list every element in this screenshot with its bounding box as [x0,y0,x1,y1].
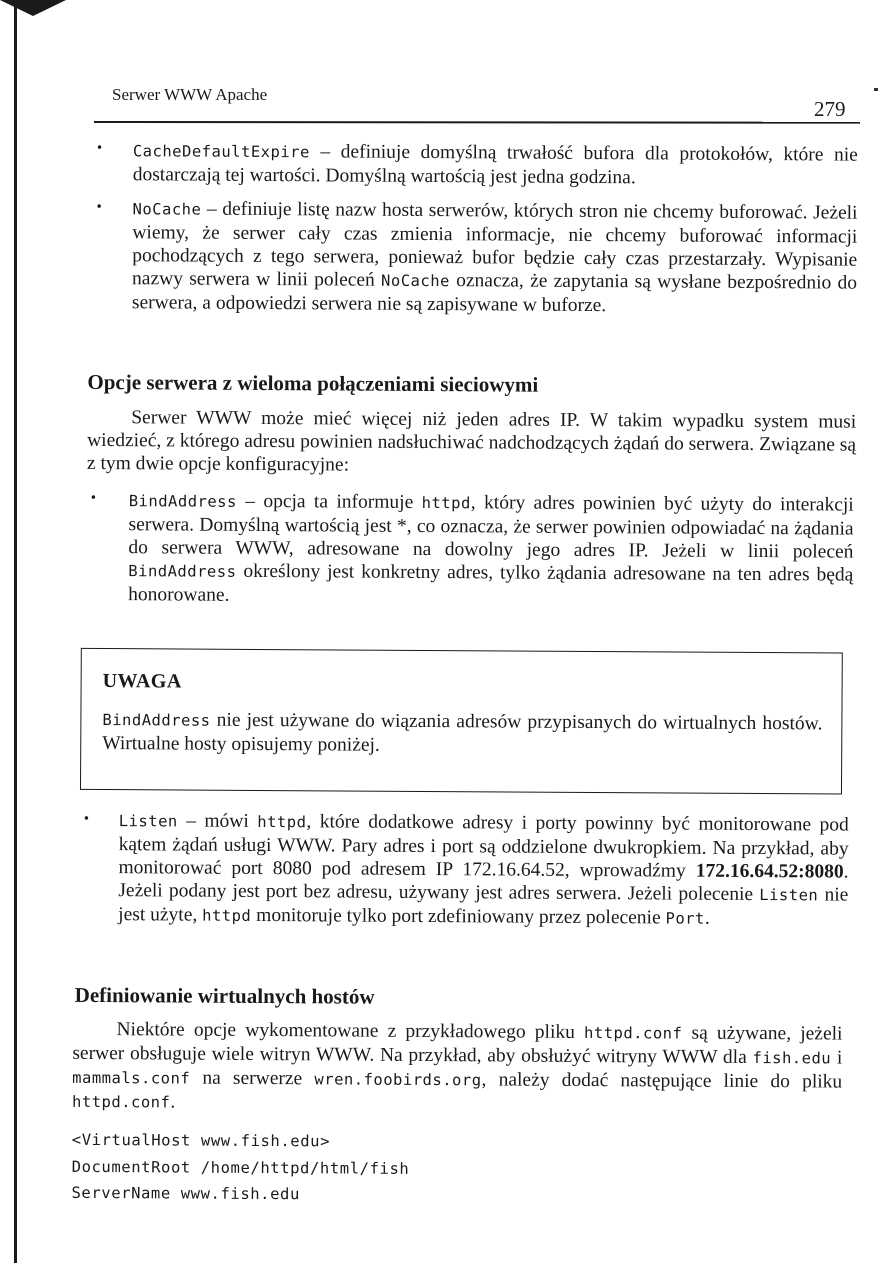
running-header-title: Serwer WWW Apache [112,85,268,104]
note-title: UWAGA [102,670,182,693]
bullet-marker: • [90,489,97,506]
option-code: NoCache [381,271,450,291]
option-code: Port [665,909,705,928]
bullet-cache-default-expire: CacheDefaultExpire – definiuje domyślną trwałość bufora dla protokołów, które nie dostarczają tej wartości. Domyślną wartością jest jedna godzina. [132,141,858,189]
code-line: <VirtualHost www.fish.edu> [71,1130,331,1151]
file-code: httpd.conf [584,1023,683,1043]
option-code: BindAddress [128,492,237,511]
bullet-marker: • [83,810,90,827]
bullet-marker: • [96,139,103,157]
option-code: CacheDefaultExpire [132,142,310,162]
option-code: httpd [421,493,471,513]
option-code: httpd [202,906,252,925]
bullet-bindaddress: BindAddress – opcja ta informuje httpd, który adres powinien być użyty do interakcji serwera. Domyślną wartością jest *, co oznacza, że serwer powinien odpowiadać na żądania do serwera WWW, adresowane na dowolny jego adres IP. Jeżeli w linii poleceń BindAddress określony jest konkretny adres, tylko żądania adresowane na ten adres będą honorowane. [128,490,854,606]
bullet-nocache: NoCache – definiuje listę nazw hosta serwerów, których stron nie chcemy buforować. Jeżeli wiemy, że serwer cały czas zmienia informacje, nie chcemy buforować informacji pochodzących z tego serwera, ponieważ bufor będzie cały czas przestarzały. Wypisanie nazwy serwera w linii poleceń NoCache oznacza, że zapytania są wysłane bezpośrednio do serwera, a odpowiedzi serwera nie są zapisywane w buforze. [131,198,858,317]
file-code: httpd.conf [72,1092,171,1112]
note-text: BindAddress nie jest używane do wiązania adresów przypisanych do wirtualnych hostów. Wirtualne hosty opisujemy poniżej. [102,709,823,756]
section-heading: Definiowanie wirtualnych hostów [74,982,375,1009]
code-line: ServerName www.fish.edu [71,1183,300,1204]
domain-code: wren.foobirds.org [314,1070,482,1090]
code-line: DocumentRoot /home/httpd/html/fish [71,1157,410,1178]
section-heading: Opcje serwera z wieloma połączeniami sieciowymi [87,369,539,397]
section-2-paragraph: Niektóre opcje wykomentowane z przykładowego pliku httpd.conf są używane, jeżeli serwer obsługuje wiele witryn WWW. Na przykład, aby obsłużyć witryny WWW dla fish.edu i mammals.conf na serwerze wren.foobirds.org, należy dodać następujące linie do pliku httpd.conf. [72,1019,843,1113]
section-intro-paragraph: Serwer WWW może mieć więcej niż jeden adres IP. W takim wypadku system musi wiedzieć, z którego adresu powinien nadsłuchiwać nadchodzących żądań do serwera. Związane są z tym dwie opcje konfiguracyjne: [86,407,857,476]
domain-code: mammals.conf [72,1068,191,1088]
option-code: Listen [118,812,178,831]
option-code: NoCache [132,200,202,219]
domain-code: fish.edu [752,1049,832,1068]
option-code: BindAddress [102,711,211,730]
option-code: BindAddress [128,562,237,581]
option-code: httpd [257,812,307,832]
bullet-marker: • [96,198,102,216]
option-code: Listen [759,886,819,905]
page-number: 279 [814,97,846,121]
bold-address: 172.16.64.52:8080 [695,860,844,883]
bullet-listen: Listen – mówi httpd, które dodatkowe adresy i porty powinny być monitorowane pod kątem żądań usługi WWW. Pary adres i port są oddzielone dwukropkiem. Na przykład, aby monitorować port 8080 pod adresem IP 172.16.64.52, wprowadźmy 172.16.64.52:8080. Jeżeli podany jest port bez adresu, używany jest adres serwera. Jeżeli polecenie Listen nie jest użyte, httpd monitoruje tylko port zdefiniowany przez polecenie Port. [118,810,849,929]
